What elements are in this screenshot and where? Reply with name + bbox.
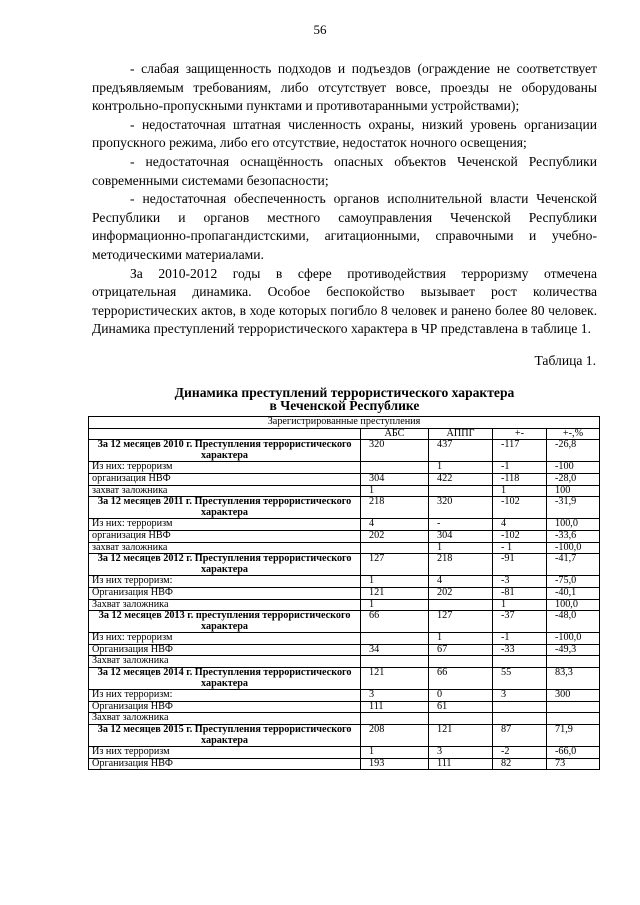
row-value: 67 bbox=[429, 644, 493, 656]
table-title-line1: Динамика преступлений террористического характера bbox=[174, 385, 515, 400]
row-value: 437 bbox=[429, 440, 493, 462]
table-row bbox=[89, 690, 600, 702]
row-value: 193 bbox=[361, 758, 429, 770]
row-value: 111 bbox=[361, 701, 429, 713]
row-value bbox=[429, 656, 493, 668]
row-value: 100,0 bbox=[547, 599, 600, 611]
row-label: Из них: терроризм bbox=[89, 462, 361, 474]
row-value: -102 bbox=[493, 530, 547, 542]
row-value bbox=[493, 656, 547, 668]
row-value bbox=[361, 542, 429, 554]
paragraph: - недостаточная обеспеченность органов исполнительной власти Чеченской Республики и органов местного самоуправления Чеченской Республики информационно-пропагандистскими, агитационными, справочными и учебно-методическими материалами. bbox=[92, 191, 597, 262]
row-value: 4 bbox=[493, 519, 547, 531]
row-value: 55 bbox=[493, 668, 547, 690]
paragraph: - слабая защищенность подходов и подъездов (ограждение не соответствует предъявляемым требованиям, либо отсутствует вовсе, проезды не оборудованы контрольно-пропускными пунктами и противотаранными устройствами); bbox=[92, 61, 597, 114]
row-value bbox=[429, 485, 493, 497]
crime-dynamics-table bbox=[88, 416, 600, 770]
row-label: организация НВФ bbox=[89, 530, 361, 542]
table-row-period bbox=[89, 440, 600, 462]
column-header: АППГ bbox=[429, 428, 493, 440]
row-value: -33 bbox=[493, 644, 547, 656]
row-value: 73 bbox=[547, 758, 600, 770]
row-value: -102 bbox=[493, 497, 547, 519]
row-value: 422 bbox=[429, 473, 493, 485]
row-value: 218 bbox=[429, 554, 493, 576]
row-value: - bbox=[429, 519, 493, 531]
row-label: Организация НВФ bbox=[89, 587, 361, 599]
body-text bbox=[92, 60, 597, 339]
row-value: 4 bbox=[429, 576, 493, 588]
row-label: Из них терроризм: bbox=[89, 690, 361, 702]
table-title bbox=[92, 386, 597, 412]
row-value: 66 bbox=[429, 668, 493, 690]
row-label: Организация НВФ bbox=[89, 701, 361, 713]
row-value bbox=[361, 656, 429, 668]
row-value: 1 bbox=[429, 542, 493, 554]
row-value bbox=[429, 713, 493, 725]
row-value: 121 bbox=[361, 668, 429, 690]
table-row bbox=[89, 758, 600, 770]
row-value: -26,8 bbox=[547, 440, 600, 462]
row-label: За 12 месяцев 2010 г. Преступления террористического характера bbox=[89, 440, 361, 462]
row-value: 304 bbox=[429, 530, 493, 542]
row-value: 121 bbox=[361, 587, 429, 599]
row-value: 127 bbox=[429, 611, 493, 633]
row-label: Организация НВФ bbox=[89, 758, 361, 770]
page-number: 56 bbox=[313, 22, 327, 37]
row-value: - 1 bbox=[493, 542, 547, 554]
row-value: -48,0 bbox=[547, 611, 600, 633]
row-value: 1 bbox=[361, 599, 429, 611]
table-row bbox=[89, 713, 600, 725]
row-label: Из них: терроризм bbox=[89, 633, 361, 645]
row-label: За 12 месяцев 2014 г. Преступления террористического характера bbox=[89, 668, 361, 690]
row-value: 100 bbox=[547, 485, 600, 497]
row-value: -37 bbox=[493, 611, 547, 633]
row-value: -81 bbox=[493, 587, 547, 599]
row-value: -33,6 bbox=[547, 530, 600, 542]
row-value: -28,0 bbox=[547, 473, 600, 485]
row-value: -40,1 bbox=[547, 587, 600, 599]
row-label: захват заложника bbox=[89, 485, 361, 497]
row-value bbox=[429, 599, 493, 611]
row-value: 320 bbox=[361, 440, 429, 462]
table-row bbox=[89, 599, 600, 611]
table-row bbox=[89, 587, 600, 599]
row-value: 3 bbox=[493, 690, 547, 702]
table-row bbox=[89, 473, 600, 485]
paragraph: - недостаточная оснащённость опасных объектов Чеченской Республики современными системами безопасности; bbox=[92, 153, 597, 188]
row-value: 1 bbox=[429, 462, 493, 474]
row-value: -100,0 bbox=[547, 633, 600, 645]
table-row bbox=[89, 644, 600, 656]
row-value: -1 bbox=[493, 462, 547, 474]
row-value: 1 bbox=[361, 747, 429, 759]
row-label: За 12 месяцев 2011 г. Преступления террористического характера bbox=[89, 497, 361, 519]
row-value: 100,0 bbox=[547, 519, 600, 531]
row-label: Захват заложника bbox=[89, 599, 361, 611]
row-value: 66 bbox=[361, 611, 429, 633]
column-header-row bbox=[89, 428, 600, 440]
row-value: 1 bbox=[493, 485, 547, 497]
row-value bbox=[547, 701, 600, 713]
row-label: Из них терроризм bbox=[89, 747, 361, 759]
column-header: +-,% bbox=[547, 428, 600, 440]
group-header-row bbox=[89, 417, 600, 429]
row-value bbox=[547, 713, 600, 725]
table-row bbox=[89, 519, 600, 531]
column-header bbox=[89, 428, 361, 440]
row-value: 1 bbox=[493, 599, 547, 611]
row-value: -66,0 bbox=[547, 747, 600, 759]
row-value: 1 bbox=[429, 633, 493, 645]
row-label: Захват заложника bbox=[89, 656, 361, 668]
row-label: Организация НВФ bbox=[89, 644, 361, 656]
row-value: 202 bbox=[361, 530, 429, 542]
row-value: 87 bbox=[493, 725, 547, 747]
table-row bbox=[89, 576, 600, 588]
row-label: Из них терроризм: bbox=[89, 576, 361, 588]
row-value: 4 bbox=[361, 519, 429, 531]
row-value: -31,9 bbox=[547, 497, 600, 519]
row-value bbox=[361, 462, 429, 474]
row-value: 0 bbox=[429, 690, 493, 702]
column-header: +- bbox=[493, 428, 547, 440]
row-label: Из них: терроризм bbox=[89, 519, 361, 531]
paragraph: За 2010-2012 годы в сфере противодействия терроризму отмечена отрицательная динамика. Особое беспокойство вызывает рост количества террористических актов, в ходе которых погибло 8 человек и ранено более 80 человек. Динамика преступлений террористического характера в ЧР представлена в таблице 1. bbox=[92, 265, 597, 337]
row-value: -117 bbox=[493, 440, 547, 462]
row-value: -2 bbox=[493, 747, 547, 759]
table-row-period bbox=[89, 611, 600, 633]
row-value: 1 bbox=[361, 485, 429, 497]
row-value: 82 bbox=[493, 758, 547, 770]
row-value bbox=[547, 656, 600, 668]
table-row bbox=[89, 656, 600, 668]
paragraph: - недостаточная штатная численность охраны, низкий уровень организации пропускного режима, либо его отсутствие, недостаток ночного освещения; bbox=[92, 116, 597, 151]
row-value: 111 bbox=[429, 758, 493, 770]
row-label: За 12 месяцев 2015 г. Преступления террористического характера bbox=[89, 725, 361, 747]
row-value bbox=[361, 633, 429, 645]
table-row-period bbox=[89, 668, 600, 690]
table-title-line2: в Чеченской Республике bbox=[269, 398, 420, 413]
row-value: -75,0 bbox=[547, 576, 600, 588]
row-label: За 12 месяцев 2013 г. преступления террористического характера bbox=[89, 611, 361, 633]
row-value: 208 bbox=[361, 725, 429, 747]
table-row-period bbox=[89, 725, 600, 747]
table-row bbox=[89, 633, 600, 645]
row-value: 71,9 bbox=[547, 725, 600, 747]
row-value: -118 bbox=[493, 473, 547, 485]
table-row bbox=[89, 542, 600, 554]
table-row bbox=[89, 462, 600, 474]
table-row bbox=[89, 485, 600, 497]
row-value: -91 bbox=[493, 554, 547, 576]
group-header: Зарегистрированные преступления bbox=[89, 417, 600, 429]
row-label: За 12 месяцев 2012 г. Преступления террористического характера bbox=[89, 554, 361, 576]
row-value: -1 bbox=[493, 633, 547, 645]
row-value: 320 bbox=[429, 497, 493, 519]
table-caption: Таблица 1. bbox=[534, 353, 596, 368]
row-value: -100,0 bbox=[547, 542, 600, 554]
row-value: 3 bbox=[361, 690, 429, 702]
column-header: АБС bbox=[361, 428, 429, 440]
row-value: 218 bbox=[361, 497, 429, 519]
row-value: 34 bbox=[361, 644, 429, 656]
row-value bbox=[493, 713, 547, 725]
table-row bbox=[89, 747, 600, 759]
row-label: Захват заложника bbox=[89, 713, 361, 725]
row-value bbox=[361, 713, 429, 725]
row-value: -41,7 bbox=[547, 554, 600, 576]
row-label: захват заложника bbox=[89, 542, 361, 554]
row-value: 300 bbox=[547, 690, 600, 702]
row-value: 121 bbox=[429, 725, 493, 747]
table-row bbox=[89, 530, 600, 542]
row-value: 202 bbox=[429, 587, 493, 599]
row-value bbox=[493, 701, 547, 713]
table-row bbox=[89, 701, 600, 713]
row-value: 127 bbox=[361, 554, 429, 576]
row-value: -100 bbox=[547, 462, 600, 474]
row-value: 1 bbox=[361, 576, 429, 588]
table-row-period bbox=[89, 554, 600, 576]
row-value: 61 bbox=[429, 701, 493, 713]
table-row-period bbox=[89, 497, 600, 519]
row-value: 3 bbox=[429, 747, 493, 759]
row-value: -49,3 bbox=[547, 644, 600, 656]
row-value: 83,3 bbox=[547, 668, 600, 690]
row-label: организация НВФ bbox=[89, 473, 361, 485]
row-value: -3 bbox=[493, 576, 547, 588]
row-value: 304 bbox=[361, 473, 429, 485]
